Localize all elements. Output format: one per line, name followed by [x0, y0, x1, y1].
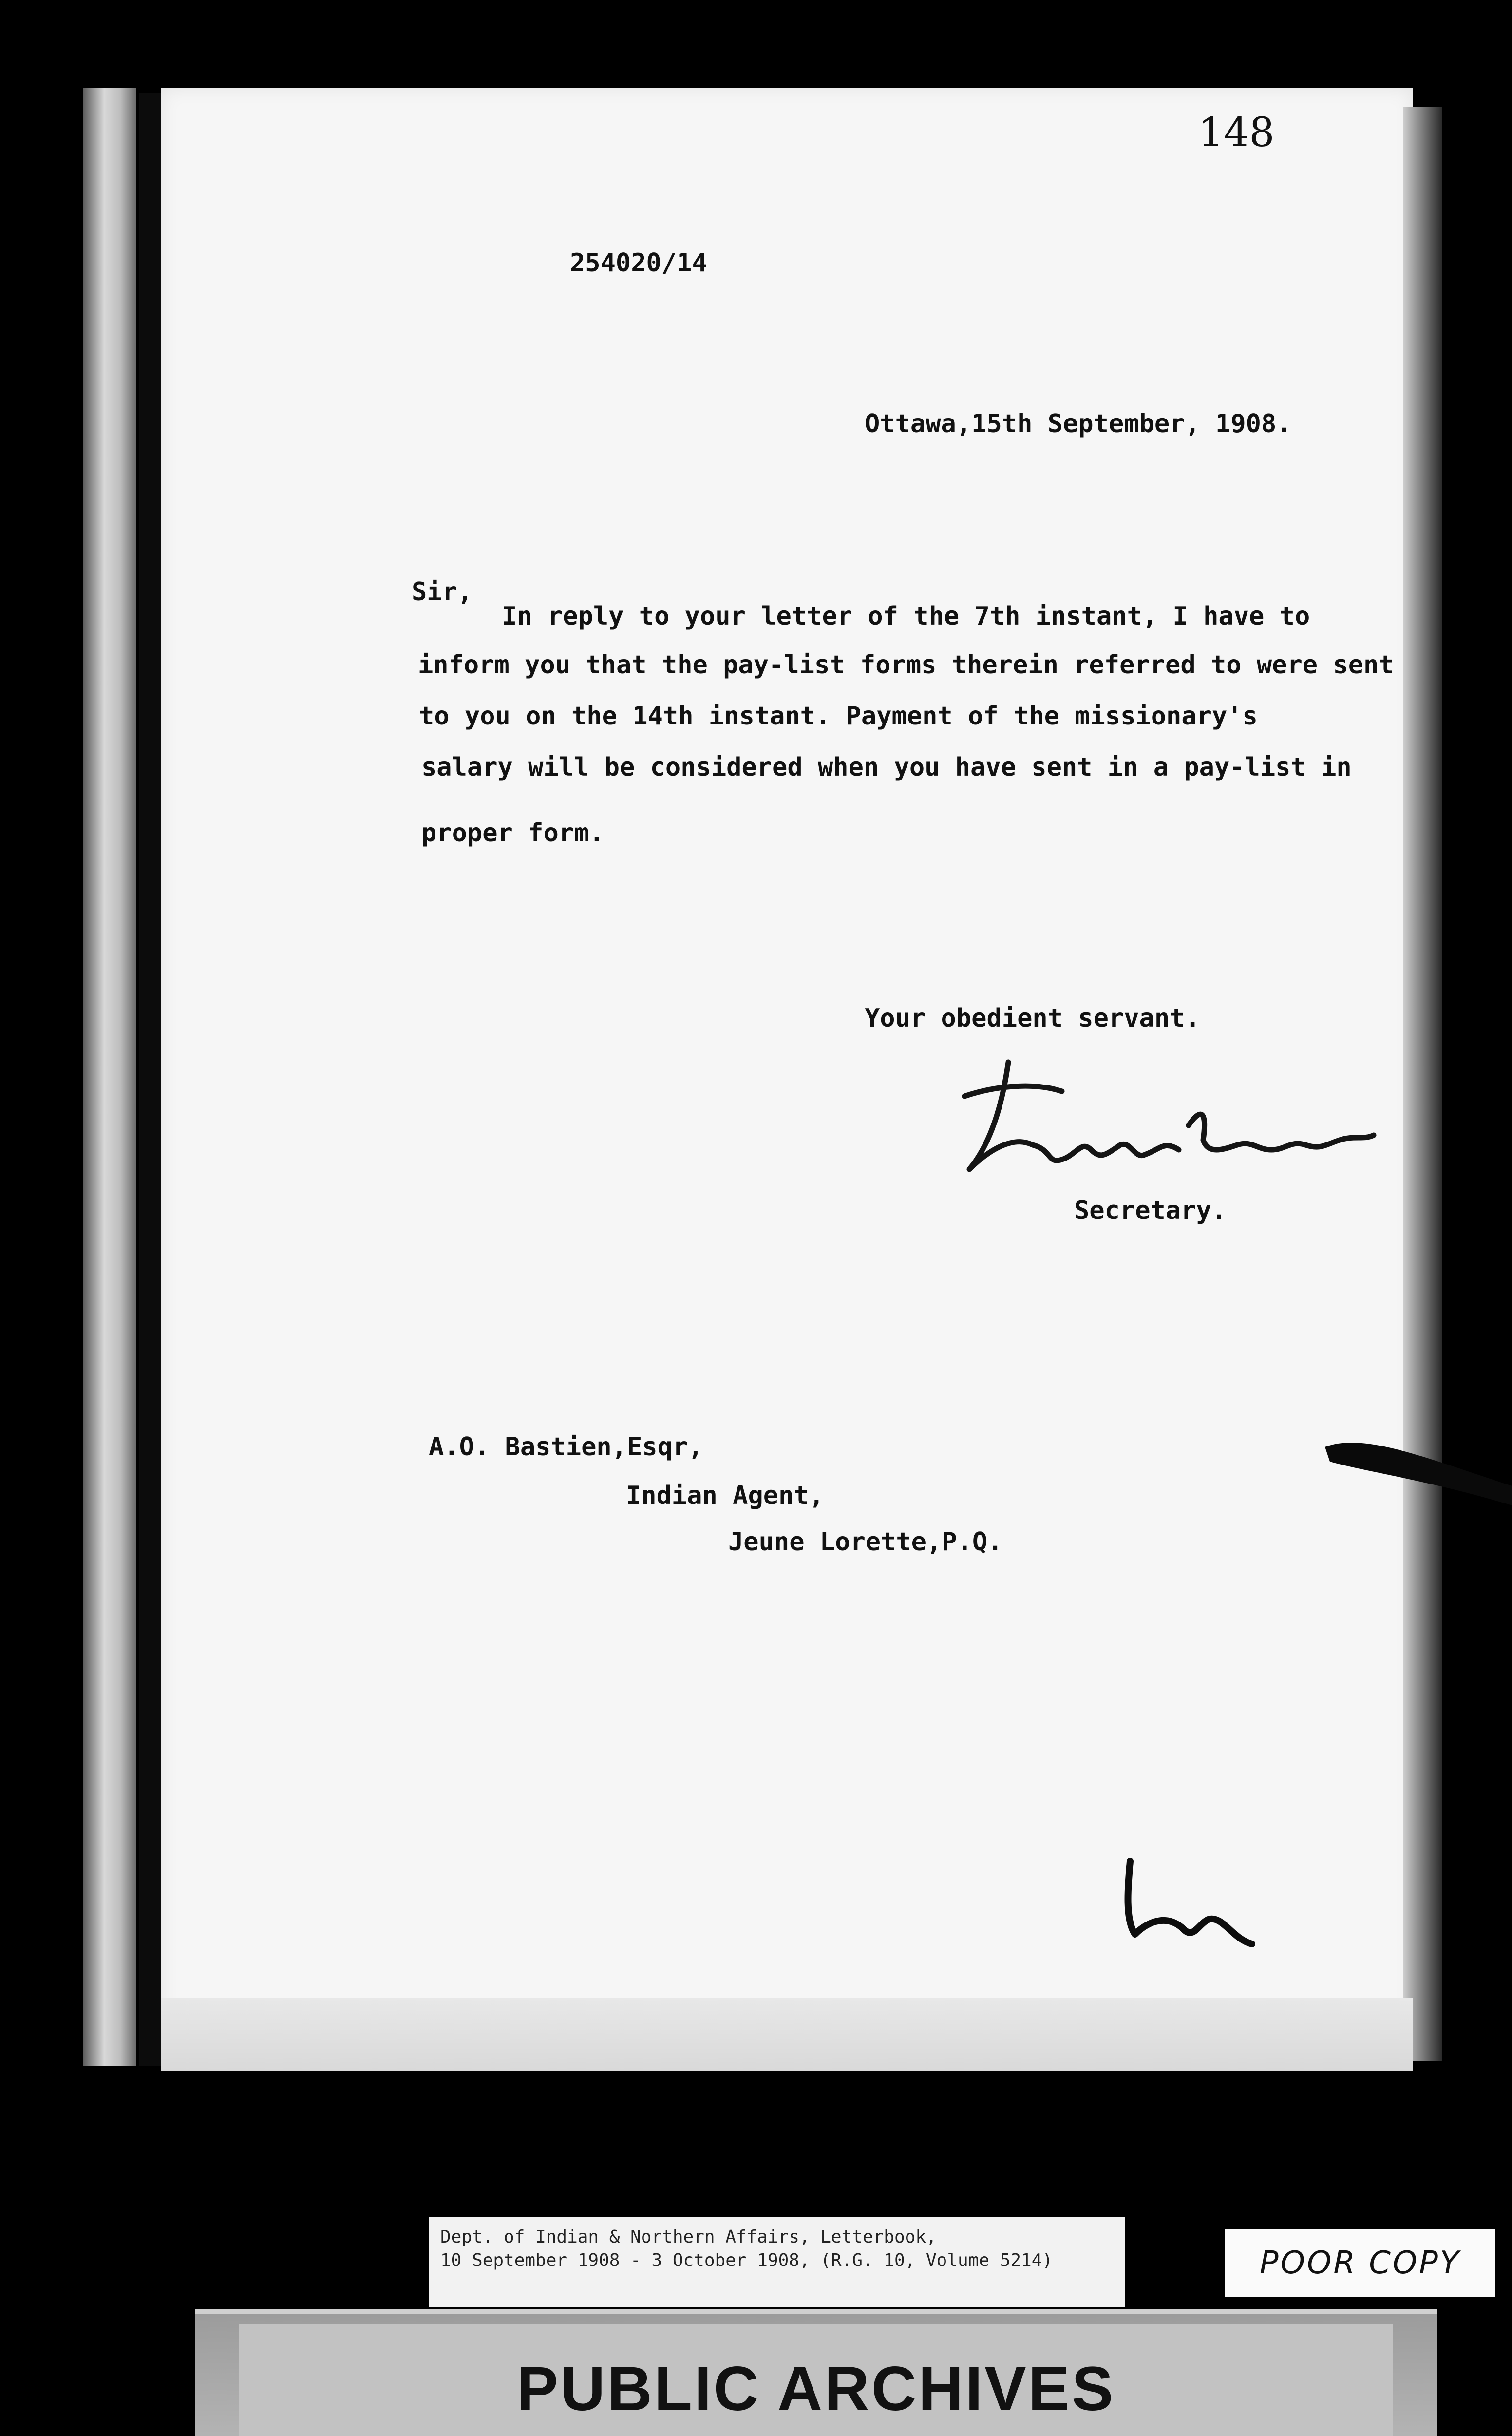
- body-line: inform you that the pay-list forms therein referred to were sent: [418, 650, 1394, 680]
- closing: Your obedient servant.: [865, 1004, 1200, 1033]
- addressee-title: Indian Agent,: [626, 1481, 824, 1510]
- page-pointer-shadow: [1325, 1427, 1512, 1525]
- stamp-line: PUBLIC ARCHIVES: [516, 2354, 1115, 2424]
- page-right-edge: [1403, 107, 1442, 2061]
- poor-copy-label: POOR COPY: [1225, 2229, 1495, 2297]
- caption-line: Dept. of Indian & Northern Affairs, Letterbook,: [440, 2227, 937, 2247]
- signature-title: Secretary.: [1074, 1196, 1227, 1225]
- handwritten-signature: [935, 1052, 1383, 1199]
- page-bottom-edge: [161, 1998, 1413, 2071]
- addressee-location: Jeune Lorette,P.Q.: [728, 1527, 1003, 1557]
- caption-line: 10 September 1908 - 3 October 1908, (R.G. 10, Volume 5214): [440, 2250, 1053, 2270]
- addressee-name: A.O. Bastien,Esqr,: [429, 1432, 703, 1462]
- archive-stamp-panel: [239, 2324, 1393, 2436]
- body-line: In reply to your letter of the 7th instant, I have to: [502, 602, 1310, 631]
- file-reference: 254020/14: [570, 248, 707, 278]
- archive-stamp: [195, 2309, 1437, 2436]
- handwritten-initial-mark: [1115, 1851, 1276, 1963]
- body-line: salary will be considered when you have sent in a pay-list in: [421, 753, 1352, 782]
- archive-caption: [429, 2217, 1125, 2307]
- dateline: Ottawa,15th September, 1908.: [865, 409, 1292, 438]
- body-line: to you on the 14th instant. Payment of the missionary's: [419, 702, 1258, 731]
- salutation: Sir,: [412, 577, 473, 607]
- binding-edge: [83, 88, 136, 2066]
- body-line: proper form.: [421, 818, 605, 848]
- page-number: 148: [1198, 110, 1275, 156]
